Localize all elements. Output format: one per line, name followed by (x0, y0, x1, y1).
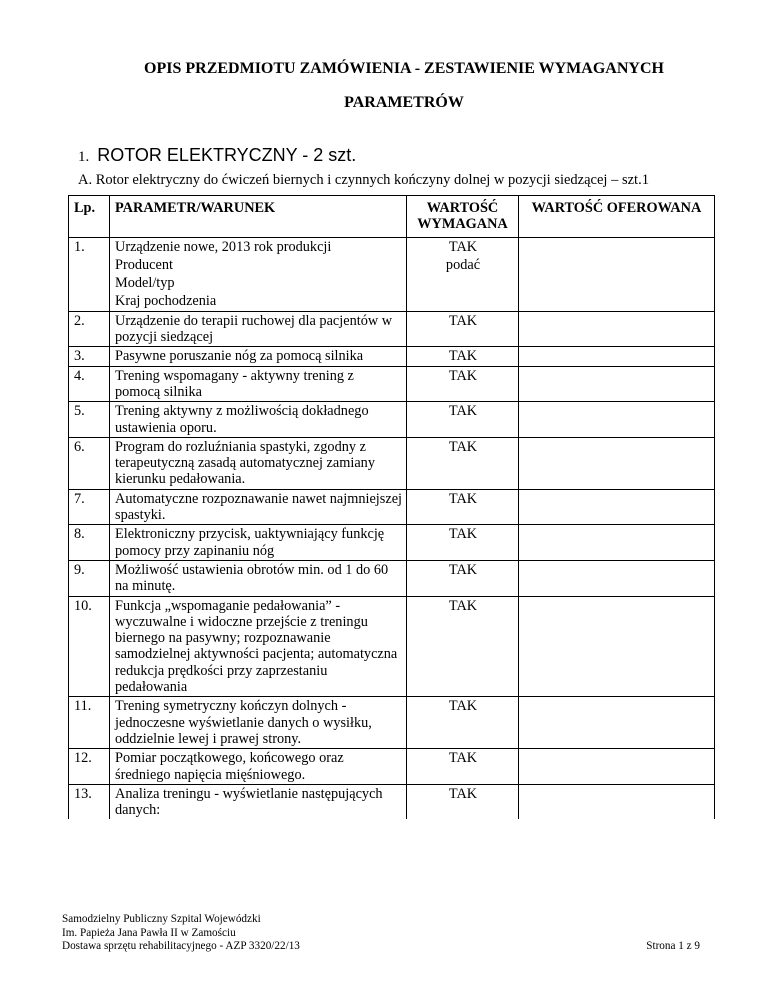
table-row (69, 749, 715, 785)
requirements-table (68, 195, 715, 819)
footer-line2: Im. Papieża Jana Pawła II w Zamościu (62, 926, 236, 939)
row-offered (519, 697, 715, 749)
footer-line3: Dostawa sprzętu rehabilitacyjnego - AZP 3320/22/13 (62, 940, 300, 952)
table-row (69, 292, 715, 311)
row-lp: 12. (69, 749, 110, 785)
footer-line1: Samodzielny Publiczny Szpital Wojewódzki (62, 913, 261, 925)
row-lp: 10. (69, 596, 110, 697)
row-required: TAK (407, 402, 519, 438)
row-offered (519, 256, 715, 274)
row-lp: 13. (69, 784, 110, 819)
row-offered (519, 237, 715, 256)
row-lp: 8. (69, 525, 110, 561)
document-title-line1: OPIS PRZEDMIOTU ZAMÓWIENIA - ZESTAWIENIE WYMAGANYCH (144, 60, 664, 77)
row-offered (519, 347, 715, 366)
row-parameter: Producent (110, 256, 407, 274)
row-lp (69, 274, 110, 292)
table-row (69, 256, 715, 274)
row-required: TAK (407, 366, 519, 402)
header-required: WARTOŚĆ WYMAGANA (407, 196, 519, 238)
section-title: ROTOR ELEKTRYCZNY - 2 szt. (97, 145, 357, 165)
row-lp: 9. (69, 560, 110, 596)
page-number: Strona 1 z 9 (646, 940, 700, 952)
table-row (69, 274, 715, 292)
row-parameter: Trening wspomagany - aktywny trening z pomocą silnika (110, 366, 407, 402)
row-required (407, 274, 519, 292)
row-offered (519, 274, 715, 292)
table-row (69, 560, 715, 596)
document-title-line2: PARAMETRÓW (344, 94, 464, 111)
row-parameter: Urządzenie nowe, 2013 rok produkcji (110, 237, 407, 256)
section-heading (78, 145, 356, 166)
row-parameter: Urządzenie do terapii ruchowej dla pacjentów w pozycji siedzącej (110, 311, 407, 347)
table-row (69, 402, 715, 438)
row-offered (519, 311, 715, 347)
table-row (69, 489, 715, 525)
row-lp: 4. (69, 366, 110, 402)
row-lp: 5. (69, 402, 110, 438)
row-required: TAK (407, 596, 519, 697)
row-required: TAK (407, 697, 519, 749)
table-row (69, 525, 715, 561)
row-parameter: Funkcja „wspomaganie pedałowania” -wyczuwalne i widoczne przejście z treningu biernego na pasywny; rozpoznawanie samodzielnej aktywności pacjenta; automatyczna redukcja prędkości przy zaprzestaniu pedałowania (110, 596, 407, 697)
row-lp (69, 292, 110, 311)
row-parameter: Trening symetryczny kończyn dolnych - jednoczesne wyświetlanie danych o wysiłku, oddzielnie lewej i prawej strony. (110, 697, 407, 749)
row-offered (519, 366, 715, 402)
row-required (407, 292, 519, 311)
row-parameter: Trening aktywny z możliwością dokładnego ustawienia oporu. (110, 402, 407, 438)
table-row (69, 347, 715, 366)
row-required: TAK (407, 525, 519, 561)
subsection-heading: A. Rotor elektryczny do ćwiczeń biernych i czynnych kończyny dolnej w pozycji siedzącej – szt.1 (78, 172, 649, 188)
row-parameter: Pasywne poruszanie nóg za pomocą silnika (110, 347, 407, 366)
row-parameter: Analiza treningu - wyświetlanie następujących danych: (110, 784, 407, 819)
row-offered (519, 596, 715, 697)
row-parameter: Możliwość ustawienia obrotów min. od 1 do 60 na minutę. (110, 560, 407, 596)
row-offered (519, 437, 715, 489)
table-row (69, 366, 715, 402)
row-required: TAK (407, 560, 519, 596)
table-row (69, 237, 715, 256)
table-row (69, 596, 715, 697)
row-required: TAK (407, 237, 519, 256)
row-required: TAK (407, 489, 519, 525)
row-lp (69, 256, 110, 274)
row-offered (519, 489, 715, 525)
header-offered: WARTOŚĆ OFEROWANA (519, 196, 715, 238)
header-parameter: PARAMETR/WARUNEK (110, 196, 407, 238)
row-offered (519, 784, 715, 819)
row-parameter: Kraj pochodzenia (110, 292, 407, 311)
row-offered (519, 560, 715, 596)
row-required: TAK (407, 784, 519, 819)
row-parameter: Elektroniczny przycisk, uaktywniający funkcję pomocy przy zapinaniu nóg (110, 525, 407, 561)
row-parameter: Automatyczne rozpoznawanie nawet najmniejszej spastyki. (110, 489, 407, 525)
row-required: TAK (407, 347, 519, 366)
row-required: TAK (407, 749, 519, 785)
row-required: TAK (407, 311, 519, 347)
row-parameter: Pomiar początkowego, końcowego oraz średniego napięcia mięśniowego. (110, 749, 407, 785)
table-row (69, 311, 715, 347)
header-lp: Lp. (69, 196, 110, 238)
table-row (69, 437, 715, 489)
row-lp: 1. (69, 237, 110, 256)
row-parameter: Model/typ (110, 274, 407, 292)
row-required: TAK (407, 437, 519, 489)
row-offered (519, 402, 715, 438)
table-row (69, 784, 715, 819)
row-lp: 11. (69, 697, 110, 749)
row-lp: 6. (69, 437, 110, 489)
table-row (69, 697, 715, 749)
row-lp: 3. (69, 347, 110, 366)
footer (62, 913, 300, 954)
row-parameter: Program do rozluźniania spastyki, zgodny z terapeutyczną zasadą automatycznej zamiany kierunku pedałowania. (110, 437, 407, 489)
row-offered (519, 292, 715, 311)
row-required: podać (407, 256, 519, 274)
row-lp: 2. (69, 311, 110, 347)
row-offered (519, 749, 715, 785)
row-lp: 7. (69, 489, 110, 525)
section-number: 1. (78, 149, 90, 165)
row-offered (519, 525, 715, 561)
